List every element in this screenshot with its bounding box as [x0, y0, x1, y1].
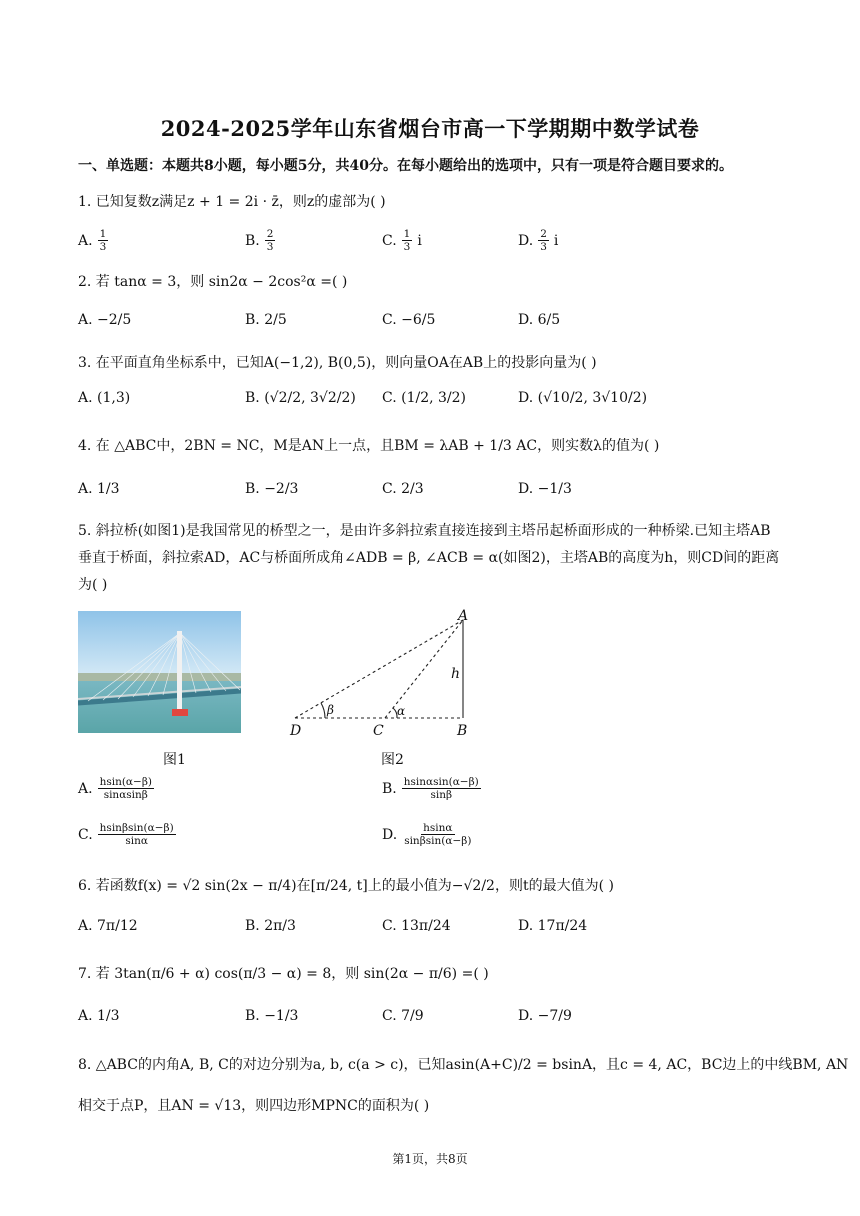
q3-option-a[interactable]: A. (1,3)	[78, 390, 131, 406]
question-1-stem: 1. 已知复数z满足z + 1 = 2i · z̄，则z的虚部为( )	[78, 194, 386, 210]
label-c: C	[373, 723, 384, 739]
label-alpha: α	[397, 704, 406, 718]
q7-option-c[interactable]: C. 7/9	[382, 1008, 424, 1024]
label-h: h	[451, 666, 461, 682]
label-b: B	[457, 723, 468, 739]
q2-option-a[interactable]: A. −2/5	[78, 312, 132, 328]
q4-option-d[interactable]: D. −1/3	[518, 481, 572, 497]
figure-2-caption: 图2	[381, 752, 404, 768]
bridge-photo-image	[78, 611, 241, 733]
q4-option-a[interactable]: A. 1/3	[78, 481, 120, 497]
question-3-stem: 3. 在平面直角坐标系中，已知A(−1,2), B(0,5)，则向量OA在AB上的投影向量为( )	[78, 355, 597, 371]
page-title: 2024-2025学年山东省烟台市高一下学期期中数学试卷	[160, 116, 700, 141]
q6-option-a[interactable]: A. 7π/12	[78, 918, 138, 934]
q3-option-c[interactable]: C. (1/2, 3/2)	[382, 390, 466, 406]
question-8-line-1: 8. △ABC的内角A, B, C的对边分别为a, b, c(a > c)，已知asin(A+C)/2 = bsinA，且c = 4, AC，BC边上的中线BM, AN	[78, 1057, 849, 1073]
q7-option-a[interactable]: A. 1/3	[78, 1008, 120, 1024]
q5-option-d[interactable]: D. $\frac{hsin\alpha}{\sin\beta\sin(\alpha-\beta)}$	[382, 822, 472, 847]
q2-option-d[interactable]: D. 6/5	[518, 312, 561, 328]
q5-option-c[interactable]: C. $\frac{hsin\beta\sin(\alpha-\beta)}{\sin\alpha}$	[78, 822, 174, 847]
question-6-stem: 6. 若函数f(x) = √2 sin(2x − π/4)在[π/24, t]上的最小值为−√2/2，则t的最大值为( )	[78, 878, 614, 894]
q7-option-b[interactable]: B. −1/3	[245, 1008, 299, 1024]
label-a: A	[458, 608, 469, 624]
q1-option-a[interactable]: A. $\frac{1}{3}$	[78, 228, 107, 253]
fraction: $\frac{1}{3}$	[99, 228, 107, 253]
question-8-line-2: 相交于点P，且AN = √13，则四边形MPNC的面积为( )	[78, 1098, 430, 1114]
q4-option-c[interactable]: C. 2/3	[382, 481, 424, 497]
fraction: $\frac{2}{3}$	[540, 228, 547, 253]
cable-ad	[295, 620, 463, 718]
q1-option-d[interactable]: D. $\frac{2}{3}$ i	[518, 228, 559, 253]
q2-option-c[interactable]: C. −6/5	[382, 312, 436, 328]
q3-option-d[interactable]: D. (√10/2, 3√10/2)	[518, 390, 648, 406]
label-beta: β	[327, 703, 334, 717]
q6-option-d[interactable]: D. 17π/24	[518, 918, 588, 934]
page-footer: 第1页，共8页	[392, 1152, 468, 1166]
fraction: $\frac{1}{3}$	[403, 228, 411, 253]
triangle-diagram	[285, 608, 485, 740]
fraction: $\frac{hsin(\alpha-\beta)}{\sin\alpha\sin\beta}$	[99, 776, 152, 801]
question-4-stem: 4. 在 △ABC中，2BN = NC，M是AN上一点，且BM = λAB + 1/3 AC，则实数λ的值为( )	[78, 438, 660, 454]
label-d: D	[290, 723, 302, 739]
q1-option-b[interactable]: B. $\frac{2}{3}$	[245, 228, 274, 253]
question-7-stem: 7. 若 3tan(π/6 + α) cos(π/3 − α) = 8，则 sin(2α − π/6) =( )	[78, 966, 489, 982]
fraction: $\frac{hsin\alpha}{\sin\beta\sin(\alpha-\beta)}$	[404, 822, 472, 847]
q7-option-d[interactable]: D. −7/9	[518, 1008, 572, 1024]
q5-option-a[interactable]: A. $\frac{hsin(\alpha-\beta)}{\sin\alpha\sin\beta}$	[78, 776, 152, 801]
section-heading: 一、单选题：本题共8小题，每小题5分，共40分。在每小题给出的选项中，只有一项是符合题目要求的。	[78, 158, 733, 174]
q2-option-b[interactable]: B. 2/5	[245, 312, 287, 328]
figure-1-caption: 图1	[163, 752, 186, 768]
angle-beta-arc	[321, 703, 325, 718]
bridge-photo	[78, 611, 241, 733]
q1-option-c[interactable]: C. $\frac{1}{3}$ i	[382, 228, 422, 253]
fraction: $\frac{hsin\beta\sin(\alpha-\beta)}{\sin\alpha}$	[99, 822, 174, 847]
fraction: $\frac{2}{3}$	[266, 228, 274, 253]
q6-option-b[interactable]: B. 2π/3	[245, 918, 296, 934]
q4-option-b[interactable]: B. −2/3	[245, 481, 299, 497]
q6-option-c[interactable]: C. 13π/24	[382, 918, 451, 934]
question-5-stem: 5. 斜拉桥(如图1)是我国常见的桥型之一，是由许多斜拉索直接连接到主塔吊起桥面形成的一种桥梁.已知主塔AB垂直于桥面，斜拉索AD，AC与桥面所成角∠ADB = β, ∠ACB = α(如图2)，主塔AB的高度为h，则CD间的距离为( )	[78, 523, 780, 593]
q3-option-b[interactable]: B. (√2/2, 3√2/2)	[245, 390, 356, 406]
fraction: $\frac{hsin\alpha\sin(\alpha-\beta)}{\sin\beta}$	[403, 776, 479, 801]
q5-option-b[interactable]: B. $\frac{hsin\alpha\sin(\alpha-\beta)}{\sin\beta}$	[382, 776, 479, 801]
question-2-stem: 2. 若 tanα = 3，则 sin2α − 2cos²α =( )	[78, 274, 348, 290]
